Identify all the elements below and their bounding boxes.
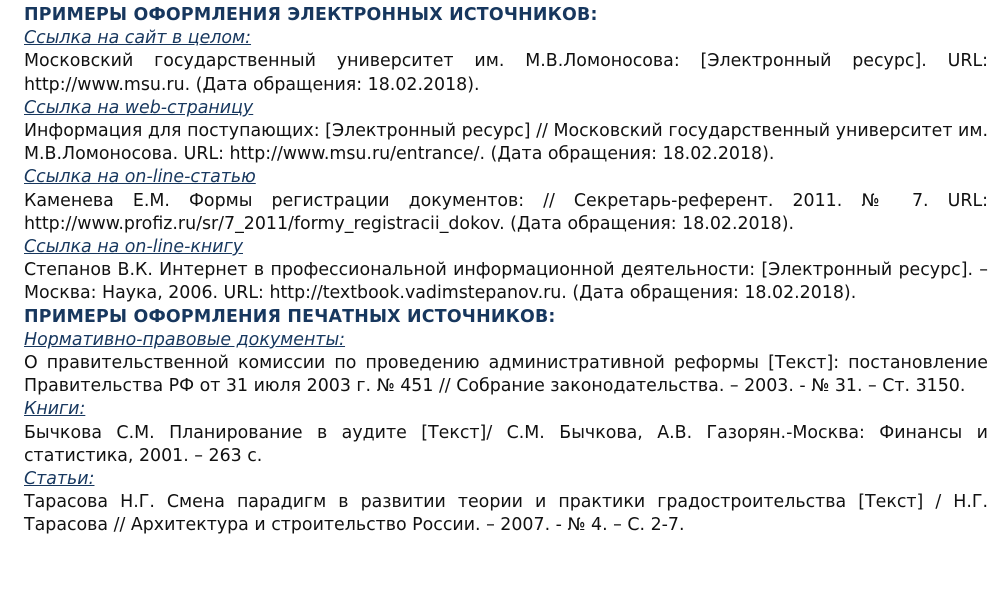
printed-sources-heading: ПРИМЕРЫ ОФОРМЛЕНИЯ ПЕЧАТНЫХ ИСТОЧНИКОВ: <box>24 306 556 327</box>
online-article-citation-example: Каменева Е.М. Формы регистрации документов: // Секретарь-референт. 2011. № 7. URL: http://www.profiz.ru/sr/7_2011/formy_registracii_dokov. (Дата обращения: 18.02.2018). <box>24 190 988 234</box>
article-example: Тарасова Н.Г. Смена парадигм в развитии теории и практики градостроительства [Текст] / Н.Г. Тарасова // Архитектура и строительство России. – 2007. - № 4. – С. 2-7. <box>24 492 988 536</box>
book-example: Бычкова С.М. Планирование в аудите [Текст]/ С.М. Бычкова, А.В. Газорян.-Москва: Финансы и статистика, 2001. – 263 с. <box>24 422 988 466</box>
website-citation-label: Ссылка на сайт в целом: <box>24 28 252 49</box>
online-article-citation-label: Ссылка на on-line-статью <box>24 167 256 188</box>
citation-examples-document <box>24 4 988 538</box>
legal-documents-label: Нормативно-правовые документы: <box>24 329 346 350</box>
books-label: Книги: <box>24 399 86 420</box>
legal-document-example: О правительственной комиссии по проведению административной реформы [Текст]: постановление Правительства РФ от 31 июля 2003 г. № 451 // Собрание законодательства. – 2003. - № 31. – Ст. 3150. <box>24 353 988 397</box>
website-citation-example: Московский государственный университет им. М.В.Ломоносова: [Электронный ресурс]. URL: http://www.msu.ru. (Дата обращения: 18.02.2018). <box>24 51 988 95</box>
articles-label: Статьи: <box>24 469 95 490</box>
online-book-citation-label: Ссылка на on-line-книгу <box>24 237 243 258</box>
webpage-citation-label: Ссылка на web-страницу <box>24 97 254 118</box>
online-book-citation-example: Степанов В.К. Интернет в профессиональной информационной деятельности: [Электронный ресурс]. –Москва: Наука, 2006. URL: http://textbook.vadimstepanov.ru. (Дата обращения: 18.02.2018). <box>24 260 988 304</box>
electronic-sources-heading: ПРИМЕРЫ ОФОРМЛЕНИЯ ЭЛЕКТРОННЫХ ИСТОЧНИКОВ: <box>24 5 598 25</box>
webpage-citation-example: Информация для поступающих: [Электронный ресурс] // Московский государственный университет им. М.В.Ломоносова. URL: http://www.msu.ru/entrance/. (Дата обращения: 18.02.2018). <box>24 121 988 165</box>
